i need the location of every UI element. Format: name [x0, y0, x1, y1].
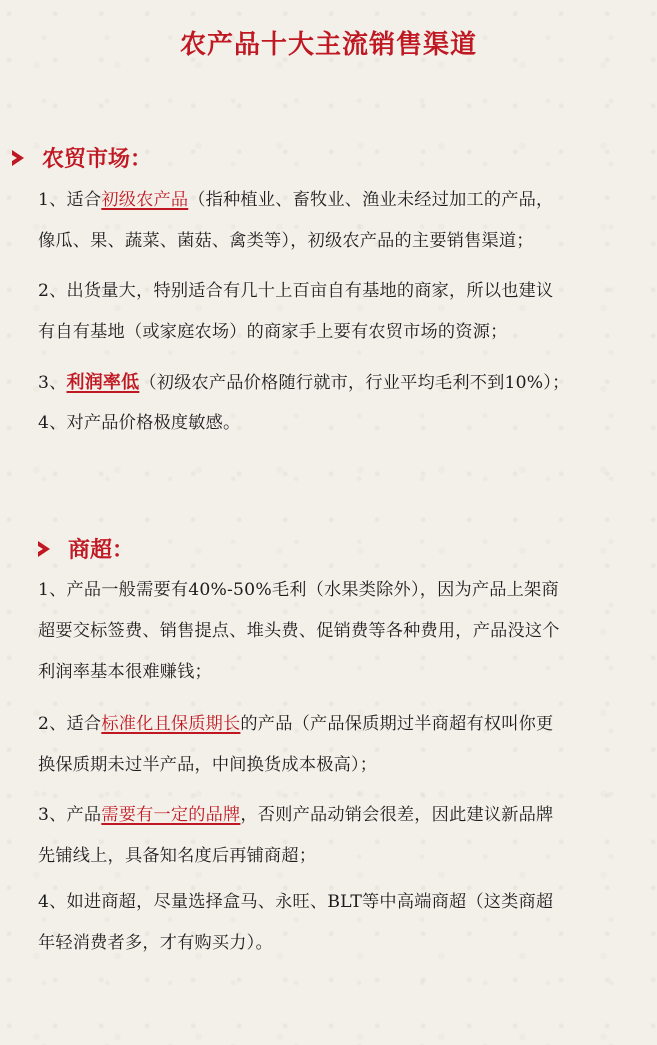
section-heading-text: 商超： [68, 537, 135, 563]
paragraph-1-2 [38, 271, 638, 353]
highlighted-term: 利润率低 [66, 372, 140, 393]
paragraph-line: 超要交标签费、销售提点、堆头费、促销费等各种费用，产品没这个 [38, 621, 560, 641]
paragraph-line: 2、出货量大，特别适合有几十上百亩自有基地的商家，所以也建议 [38, 281, 554, 301]
paragraph-line [38, 180, 638, 221]
text-run: 1、适合 [38, 190, 102, 210]
section-heading-supermarket [12, 533, 134, 564]
highlighted-term: 初级农产品 [101, 190, 189, 210]
paragraph-line [38, 362, 638, 404]
text-run: 的产品（产品保质期过半商超有权叫你更 [240, 714, 554, 734]
text-run: （初级农产品价格随行就市，行业平均毛利不到10%）； [139, 373, 570, 393]
paragraph-line: 年轻消费者多，才有购买力）。 [38, 933, 273, 953]
paragraph-2-3 [38, 795, 638, 877]
paragraph-line: 1、产品一般需要有40%-50%毛利（水果类除外），因为产品上架商 [38, 580, 559, 600]
paragraph-line: 有自有基地（或家庭农场）的商家手上要有农贸市场的资源； [38, 322, 508, 342]
page-title: 农产品十大主流销售渠道 [179, 30, 477, 60]
paragraph-line [38, 795, 638, 836]
text-run: ，否则产品动销会很差，因此建议新品牌 [240, 805, 554, 825]
text-run: 2、适合 [38, 714, 102, 734]
paragraph-2-2 [38, 704, 638, 786]
paragraph-line: 利润率基本很难赚钱； [38, 662, 212, 682]
paragraph-2-1 [38, 570, 638, 693]
paragraph-line: 4、对产品价格极度敏感。 [38, 413, 241, 433]
arrow-right-icon [12, 150, 24, 166]
paragraph-line [38, 704, 638, 745]
text-run: 3、产品 [38, 805, 102, 825]
paragraph-line: 4、如进商超，尽量选择盒马、永旺、BLT等中高端商超（这类商超 [38, 892, 554, 912]
paragraph-1-1 [38, 180, 638, 262]
text-run: （指种植业、畜牧业、渔业未经过加工的产品， [188, 190, 554, 210]
paragraph-line: 先铺线上，具备知名度后再铺商超； [38, 846, 317, 866]
arrow-right-icon [38, 541, 50, 557]
section-heading-farmers-market [12, 142, 152, 173]
paragraph-line: 换保质期未过半产品，中间换货成本极高）； [38, 755, 378, 775]
paragraph-line: 像瓜、果、蔬菜、菌菇、禽类等），初级农产品的主要销售渠道； [38, 231, 534, 251]
paragraph-1-4 [38, 403, 638, 444]
text-run: 3、 [38, 373, 67, 393]
paragraph-1-3 [38, 362, 638, 404]
highlighted-term: 需要有一定的品牌 [101, 805, 241, 825]
highlighted-term: 标准化且保质期长 [101, 714, 241, 734]
paragraph-2-4 [38, 882, 638, 964]
section-heading-text: 农贸市场： [42, 146, 153, 172]
